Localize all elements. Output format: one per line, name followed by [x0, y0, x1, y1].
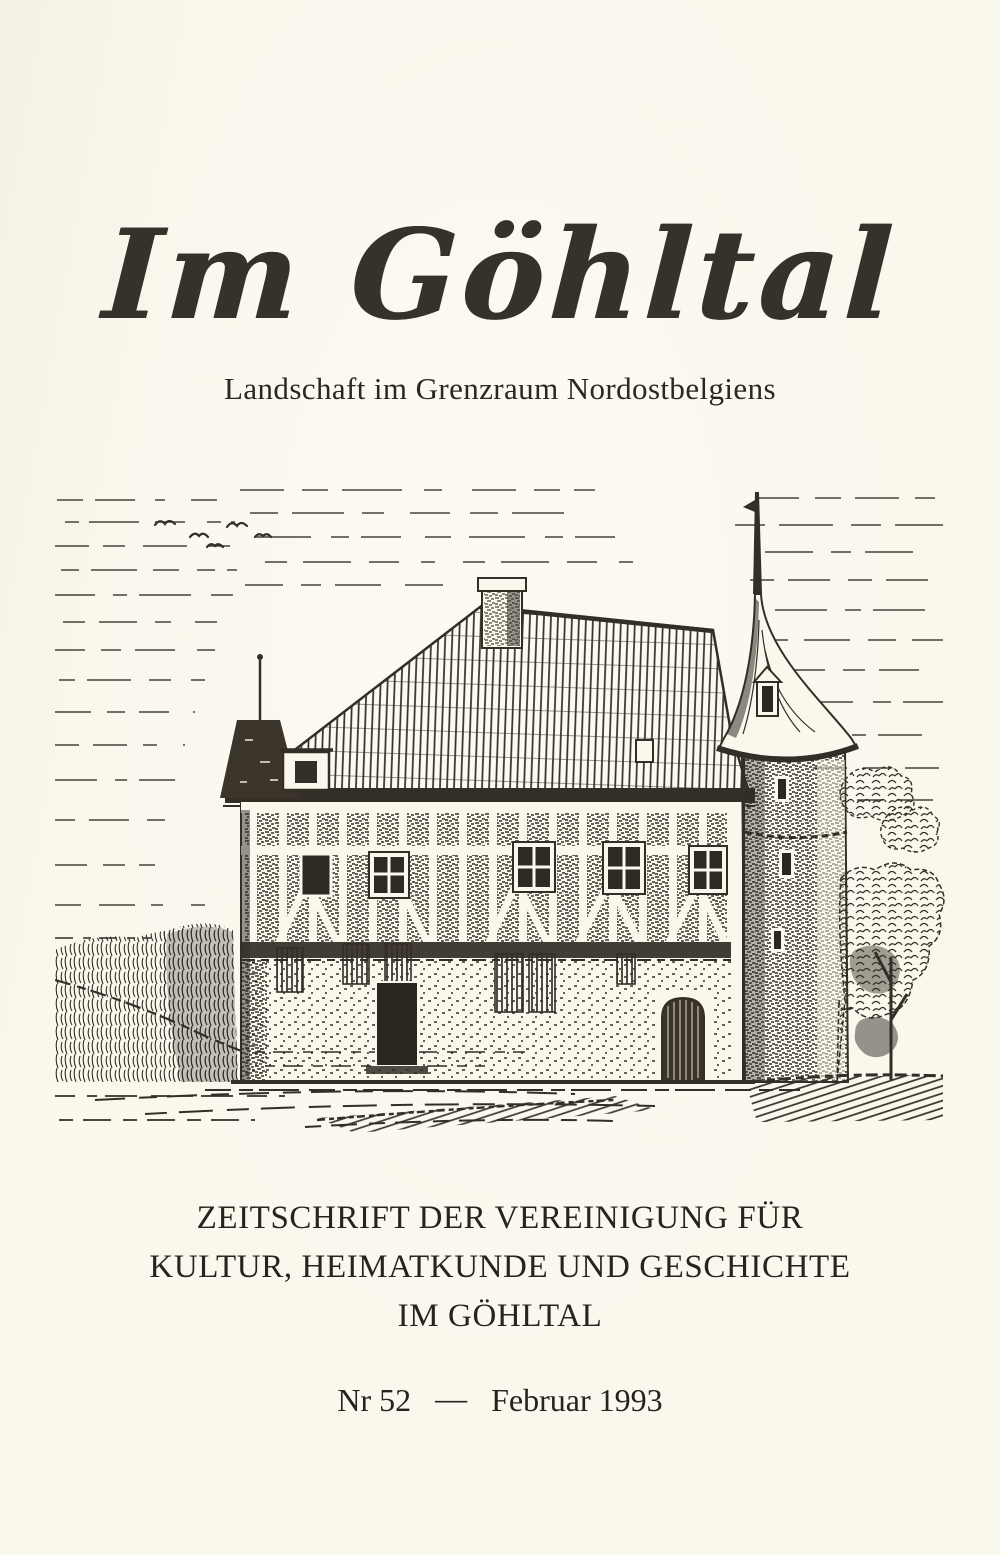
corner-quoins — [731, 802, 742, 1082]
publisher-line-3: IM GÖHLTAL — [397, 1298, 603, 1334]
main-roof — [220, 578, 755, 806]
journal-title: Im Göhltal — [99, 203, 901, 349]
ground — [55, 1074, 943, 1133]
right-door — [655, 990, 711, 1082]
left-door — [366, 982, 428, 1074]
right-trees — [837, 767, 944, 1082]
chimney — [478, 578, 526, 648]
half-timber-floor — [241, 802, 742, 960]
roof-dormer — [279, 750, 333, 790]
birds — [155, 521, 271, 547]
house-drawing — [55, 480, 945, 1135]
tower-spire — [717, 492, 858, 760]
journal-subtitle: Landschaft im Grenzraum Nordostbelgiens — [224, 371, 776, 406]
issue-line — [0, 1382, 1000, 1419]
publisher-line-2: KULTUR, HEIMATKUNDE UND GESCHICHTE — [149, 1249, 851, 1285]
roof-hatch-window — [636, 740, 653, 762]
publisher-block — [0, 1194, 1000, 1341]
issue-separator: — — [435, 1380, 468, 1416]
publisher-line-1: ZEITSCHRIFT DER VEREINIGUNG FÜR — [196, 1200, 804, 1236]
cover-illustration — [55, 480, 945, 1135]
issue-date: Februar 1993 — [491, 1382, 663, 1418]
issue-number: Nr 52 — [337, 1382, 412, 1418]
